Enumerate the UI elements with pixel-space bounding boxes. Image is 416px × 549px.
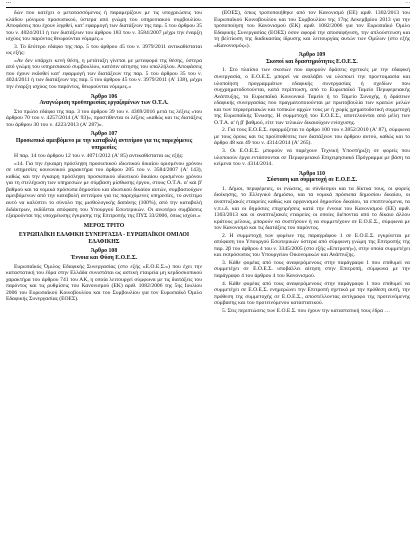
paragraph: «Αν δεν υπάρχει κενή θέση, η μετάταξη γίνεται με μεταφορά της θέσης, ύστερα από γνώμη του υπηρεσιακού συμβουλίου, κατόπιν αίτησης του υπαλλήλου. Αποφάσεις που έχουν εκδοθεί κατ' εφαρμογή των διατάξεων της παρ. 5 του άρθρου 35 του ν. 4024/2011 ή των διατάξεων της παρ. 5 του άρθρου 45 του ν. 3979/2011 (Α' 138), μέχρι την έναρξη ισχύος του παρόντος, θεωρούνται νόμιμες.» xyxy=(6,57,202,91)
paragraph: «14. Για την έγκαιρη πρόσληψη προσωπικού ιδιωτικού δικαίου ορισμένου χρόνου σε υπηρεσίες κοινωνικού χαρακτήρα του άρθρου 205 του ν. 3584/2007 (Α' 143), καθώς και την έγκαιρη πρόσληψη προσωπικού ιδιωτικού δικαίου ορισμένου χρόνου για τη στελέχωση των υπηρεσιών με σύμβαση μίσθωσης έργου, στους Ο.Τ.Α. α' και β' βαθμού και τα νομικά πρόσωπα δημοσίου και ιδιωτικού δικαίου αυτών, συμβασιούχων αμειβόμενων από την καταβολή αντιτίμου για τις παρεχόμενες υπηρεσίες, το αντίτιμο αυτό να καλύπτει το σύνολο της μισθολογικής δαπάνης (100%), από την καταβολή διδάκτρων, εκδίδεται απόφαση του Υπουργού Εσωτερικών. Οι ανωτέρω συμβάσεις εξαιρούνται της υποχρέωσης έγκρισης της Επιτροπής της ΠΥΣ 33/2006, όπως ισχύει.» xyxy=(6,160,202,220)
paragraph: 1. Δήμοι, περιφέρειες, οι ενώσεις, οι σύνδεσμοι και τα δίκτυα τους, οι φορείς διοίκησης, το Ελληνικό Δημόσιο, και τα νομικά πρόσωπα δημοσίου δικαίου, οι αναπτυξιακές εταιρείες καθώς και οργανισμοί δημοσίου δικαίου, τα εποπτευόμενα, τα ν.π.ι.δ. και οι δημόσιες επιχειρήσεις κατά την έννοια του Κανονισμού (ΕΕ) αριθ. 1303/2013 και οι αναπτυξιακές εταιρείες οι οποίες διέπονται από το δίκαιο άλλου κράτους μέλους, μπορούν να συστήσουν ή να συμμετέχουν σε Ε.Ο.Ε.Σ., σύμφωνα με τον Κανονισμό και τις διατάξεις του παρόντος. xyxy=(214,185,410,232)
paragraph: 2. Για τους Ε.Ο.Ε.Σ. εφαρμόζεται το άρθρο 100 του ν.3852/2010 (Α' 87), σύμφωνα με τους όρους και τις προϋποθέσεις των διατάξεων του άρθρου αυτού, καθώς και το άρθρο 48 και 49 του ν. 4314/2014 (Α' 265). xyxy=(214,127,410,147)
part-heading: ΜΕΡΟΣ ΤΡΙΤΟ xyxy=(83,222,125,229)
paragraph: 1. Στο πλαίσιο των σκοπών που αφορούν δράσεις σχετικές με την εδαφική συνεργασία, ο Ε.Ο.Ε.Σ. μπορεί να αναλάβει να υλοποιεί την προετοιμασία και υλοποίηση προγραμμάτων εδαφικής συνεργασίας ή σχεδίων που συγχρηματοδοτούνται, κατά περίπτωση, από το Ευρωπαϊκό Ταμείο Περιφερειακής Ανάπτυξης, το Ευρωπαϊκό Κοινωνικό Ταμείο ή το Ταμείο Συνοχής, ή δράσεων εδαφικής συνεργασίας που πραγματοποιούνται με πρωτοβουλία των κρατών μελών και των περιφερειακών και τοπικών αρχών τους με ή χωρίς χρηματοδοτική συμμετοχή της Ευρωπαϊκής Ένωσης. Η συμμετοχή του Ε.Ο.Ε.Σ., αποτελούνται από μέλη των Ο.Τ.Α. α' ή β' βαθμού, είτε των τελικών δικαιούχων ενίσχυσης. xyxy=(214,67,410,126)
paragraph: δών που κατέχει ο μετατασσόμενος ή παραμερίζουν με τις υποχρεώσεις του κλάδου μόνιμου προσωπικού, ύστερα από γνώμη του υπηρεσιακού συμβουλίου. Αποφάσεις που έχουν ληφθεί, κατ' εφαρμογή των διατάξεων της παρ. 5 του άρθρου 35 του ν. 4024/2011 ή των διατάξεων του άρθρου 183 του ν. 3584/2007 μέχρι την έναρξη ισχύος του παρόντος θεωρούνται νόμιμες.» xyxy=(6,10,202,43)
left-column xyxy=(6,10,202,547)
article-number: Άρθρο 109 xyxy=(298,52,326,59)
paragraph: 4. Κάθε φορέας από τους αναφερόμενους στην παράγραφο 1 που επιθυμεί να συμμετέχει σε Ε.Ο.Ε.Σ. ενημερώνει την Επιτροπή σχετικά με την πρόθεση αυτή, την πρόθεση της συμμετοχής σε Ε.Ο.Ε.Σ., αποστέλλοντας αντίγραφο της προτεινόμενης σύμβασης και του προτεινόμενου καταστατικού. xyxy=(214,280,410,307)
article-heading: Σύσταση και συμμετοχή σε Ε.Ο.Ε.Σ. xyxy=(266,177,358,184)
article-heading: Έννοια και Φύση Ε.Ο.Ε.Σ. xyxy=(70,255,138,262)
paragraph: Στο πρώτο εδάφιο της παρ. 3 του άρθρου 39 του ν. 4369/2016 μετά τις λέξεις «του άρθρου 70 του ν. 4257/2014 (Α' 93)», προστίθενται οι λέξεις «καθώς και τις διατάξεις του άρθρου 30 του ν. 4223/2013 (Α' 287)». xyxy=(6,108,202,128)
paragraph: 3. Το δεύτερο εδάφιο της παρ. 5 του άρθρου 45 του ν. 3979/2011 αντικαθίσταται ως εξής: xyxy=(6,43,202,57)
paragraph: 3. Κάθε φορέας από τους αναφερόμενους στην παράγραφο 1 που επιθυμεί να συμμετέχει σε Ε.Ο.Ε.Σ. υποβάλλει αίτηση στην Επιτροπή, σύμφωνα με την παράγραφο 4 του άρθρου 4 του Κανονισμού. xyxy=(214,259,410,279)
article-number: Άρθρο 108 xyxy=(90,248,118,255)
page-number: … xyxy=(6,0,11,5)
article-heading: Σκοποί και δραστηριότητες Ε.Ο.Ε.Σ. xyxy=(266,58,358,65)
article-number: Άρθρο 107 xyxy=(90,131,118,138)
article-number: Άρθρο 110 xyxy=(298,170,326,177)
paragraph: (ΕΟΕΣ), όπως τροποποιήθηκε από τον Κανονισμό (ΕΕ) αριθ. 1302/2013 του Ευρωπαϊκού Κοινοβουλίου και του Συμβουλίου της 17ης Δεκεμβρίου 2013 για την τροποποίηση του Κανονισμού (ΕΚ) αριθ. 1082/2006 για τον Ευρωπαϊκό Όμιλο Εδαφικής Συνεργασίας (ΕΟΕΣ) όσον αφορά την αποσαφήνιση, την απλούστευση και τη βελτίωση της διαδικασίας ίδρυσης και λειτουργίας αυτών των Ομίλων (στο εξής «Κανονισμός»). xyxy=(214,10,410,49)
paragraph: 5. Στις περιπτώσεις των Ε.Ο.Ε.Σ. που έχουν την καταστατική τους έδρα … xyxy=(222,307,390,314)
paragraph: Η παρ. 14 του άρθρου 12 του ν. 4071/2012 (Α' 85) αντικαθίσταται ως εξής: xyxy=(14,153,184,160)
article-heading: Προσωπικό αμειβόμενο με την καταβολή αντιτίμου για τις παρεχόμενες υπηρεσίες xyxy=(15,137,193,151)
paragraph: Ευρωπαϊκός Όμιλος Εδαφικής Συνεργασίας (στο εξής «Ε.Ο.Ε.Σ.») που έχει την καταστατική του έδρα στην Ελλάδα συνιστάται ως αστική εταιρεία μη κερδοσκοπικού χαρακτήρα του άρθρου 741 του ΑΚ, η οποία λειτουργεί σύμφωνα με τις διατάξεις του παρόντος και τις ρυθμίσεις του Κανονισμού (ΕΚ) αριθ. 1082/2006 της 5ης Ιουλίου 2006 του Ευρωπαϊκού Κοινοβουλίου και του Συμβουλίου για τον Ευρωπαϊκό Όμιλο Εδαφικής Συνεργασίας (ΕΟΕΣ). xyxy=(6,263,202,303)
paragraph: 3. Οι Ε.Ο.Ε.Σ. μπορούν να παρέχουν Τεχνική Υποστήριξη σε φορείς που υλοποιούν έργα εντάσσονται σε Περιφερειακό Επιχειρησιακό Πρόγραμμα με βάση τα κείμενα του ν. 4314/2014. xyxy=(214,148,410,168)
article-number: Άρθρο 106 xyxy=(90,93,118,100)
right-column xyxy=(214,10,410,547)
article-heading: Αναγνώριση προϋπηρεσίας εργαζομένων των Ο.Τ.Α. xyxy=(39,100,169,107)
part-heading: ΕΥΡΩΠΑΪΚΗ ΕΔΑΦΙΚΗ ΣΥΝΕΡΓΑΣΙΑ - ΕΥΡΩΠΑΪΚΟΙ ΟΜΙΛΟΙ ΕΔΑΦΙΚΗΣ xyxy=(18,232,190,245)
page-header xyxy=(6,0,410,8)
paragraph: 2. Η συμμετοχή των φορέων της παραγράφου 1 σε Ε.Ο.Ε.Σ. εγκρίνεται με απόφαση του Υπουργού Εσωτερικών ύστερα από σύμφωνη γνώμη της Επιτροπής της παρ. 2β του άρθρου 4 του ν. 3345/2005 (στο εξής «Επιτροπή»), στην οποία συμμετέχει και εκπρόσωπος του Υπουργείου Οικονομικών και Ανάπτυξης. xyxy=(214,232,410,259)
issue-label: … xyxy=(405,0,410,5)
